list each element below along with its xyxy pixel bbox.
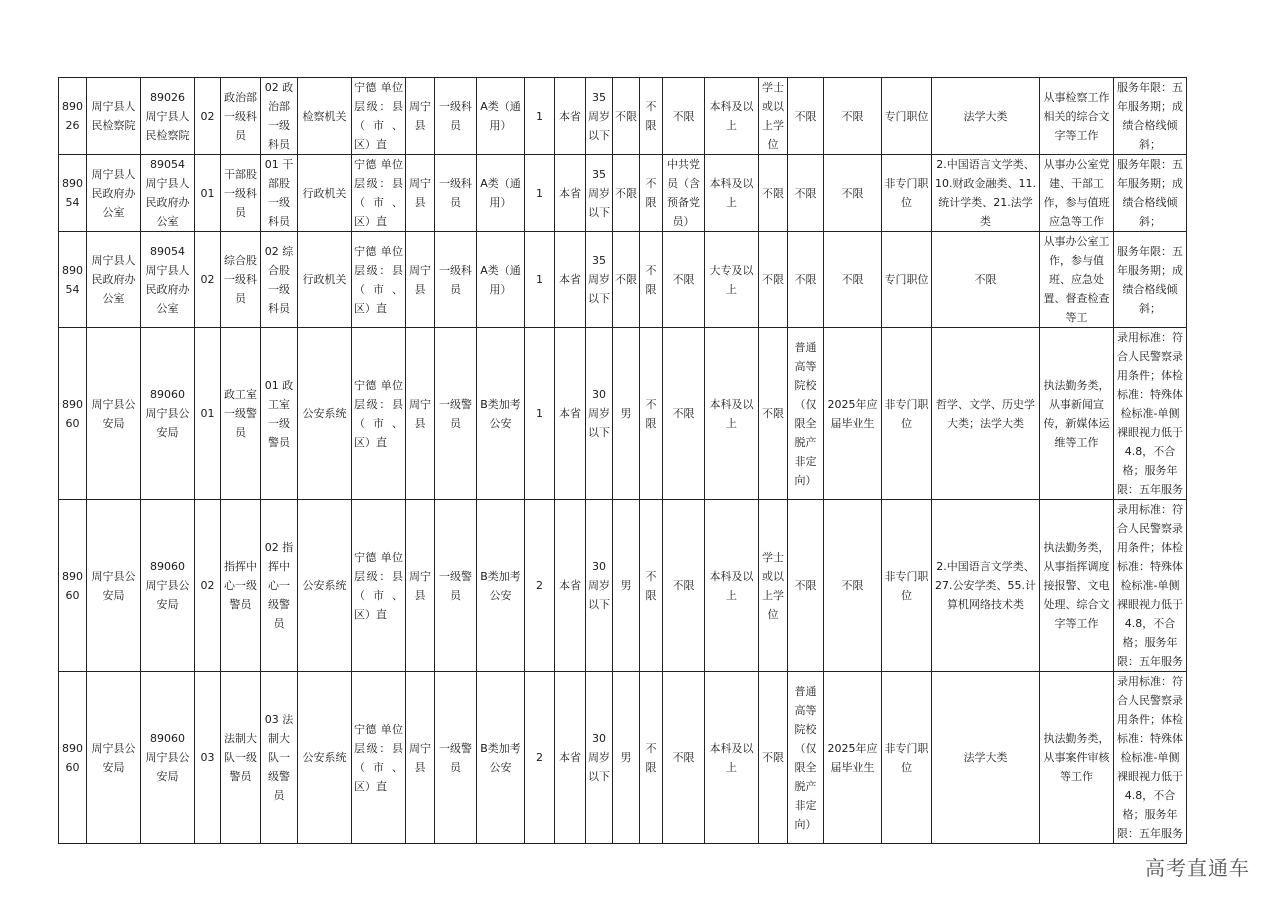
cell-major: 法学大类 [932, 78, 1040, 155]
cell-org-type: 行政机关 [298, 232, 352, 328]
cell-org-type: 公安系统 [298, 500, 352, 672]
cell-col21: 2025年应届毕业生 [824, 328, 882, 500]
cell-pos-name: 法制大队一级警员 [221, 672, 261, 844]
cell-gender: 男 [613, 500, 640, 672]
cell-scope: 本省 [555, 155, 586, 232]
cell-col17: 不限 [663, 78, 705, 155]
cell-gender: 不限 [613, 78, 640, 155]
cell-major: 哲学、文学、历史学大类；法学大类 [932, 328, 1040, 500]
table-row [59, 672, 1187, 844]
cell-work: 执法勤务类，从事指挥调度接报警、文电处理、综合文字等工作 [1040, 500, 1114, 672]
cell-exam-type: A类（通用） [477, 78, 525, 155]
cell-count: 1 [525, 155, 555, 232]
cell-code: 89060 [59, 500, 87, 672]
cell-col16: 不限 [640, 500, 663, 672]
cell-rank: 一级科员 [435, 155, 477, 232]
cell-rank: 一级警员 [435, 328, 477, 500]
cell-work: 执法勤务类，从事新闻宣传，新媒体运维等工作 [1040, 328, 1114, 500]
cell-pos-detail: 01 干部股一级科员 [261, 155, 298, 232]
watermark: 高考直通车 [1145, 856, 1250, 880]
cell-count: 1 [525, 232, 555, 328]
cell-code: 89054 [59, 232, 87, 328]
cell-count: 2 [525, 500, 555, 672]
cell-major: 2.中国语言文学类、10.财政金融类、11.统计学类、21.法学类 [932, 155, 1040, 232]
cell-pos-detail: 02 综合股一级科员 [261, 232, 298, 328]
cell-scope: 本省 [555, 500, 586, 672]
cell-col21: 不限 [824, 78, 882, 155]
cell-rank: 一级科员 [435, 232, 477, 328]
cell-code: 89060 [59, 672, 87, 844]
cell-remark: 服务年限：五年服务期；成绩合格线倾斜； [1114, 155, 1187, 232]
cell-code: 89060 [59, 328, 87, 500]
cell-pos-detail: 02 指挥中心一级警员 [261, 500, 298, 672]
cell-major: 2.中国语言文学类、27.公安学类、55.计算机网络技术类 [932, 500, 1040, 672]
cell-dept: 89060 周宁县公安局 [141, 672, 195, 844]
cell-pos-name: 政治部一级科员 [221, 78, 261, 155]
cell-county: 周宁县 [406, 672, 435, 844]
cell-col17: 不限 [663, 500, 705, 672]
cell-prof-type: 非专门职位 [882, 672, 932, 844]
cell-col17: 中共党员（含预备党员） [663, 155, 705, 232]
cell-pos-no: 01 [195, 155, 221, 232]
recruitment-table [58, 77, 1187, 844]
cell-pos-no: 02 [195, 500, 221, 672]
cell-col20: 不限 [788, 78, 824, 155]
cell-age: 30周岁以下 [586, 672, 613, 844]
cell-gender: 男 [613, 328, 640, 500]
cell-col17: 不限 [663, 232, 705, 328]
cell-org-type: 公安系统 [298, 328, 352, 500]
cell-age: 35周岁以下 [586, 232, 613, 328]
cell-prof-type: 非专门职位 [882, 155, 932, 232]
cell-major: 法学大类 [932, 672, 1040, 844]
cell-pos-name: 综合股一级科员 [221, 232, 261, 328]
cell-county: 周宁县 [406, 155, 435, 232]
cell-prof-type: 专门职位 [882, 232, 932, 328]
table-row [59, 78, 1187, 155]
cell-county: 周宁县 [406, 232, 435, 328]
cell-col20: 不限 [788, 155, 824, 232]
cell-col20: 不限 [788, 500, 824, 672]
cell-pos-name: 干部股一级科员 [221, 155, 261, 232]
cell-level: 宁德 单位层级：县（市、区）直 [352, 328, 406, 500]
cell-pos-name: 政工室一级警员 [221, 328, 261, 500]
cell-degree: 学士或以上学位 [759, 500, 788, 672]
cell-age: 35周岁以下 [586, 78, 613, 155]
cell-col16: 不限 [640, 78, 663, 155]
cell-col20: 普通高等院校（仅限全脱产非定向） [788, 672, 824, 844]
cell-pos-no: 01 [195, 328, 221, 500]
cell-org-type: 检察机关 [298, 78, 352, 155]
cell-dept: 89026 周宁县人民检察院 [141, 78, 195, 155]
cell-count: 1 [525, 78, 555, 155]
cell-scope: 本省 [555, 328, 586, 500]
cell-count: 1 [525, 328, 555, 500]
cell-gender: 不限 [613, 232, 640, 328]
cell-remark: 服务年限：五年服务期；成绩合格线倾斜； [1114, 232, 1187, 328]
cell-age: 30周岁以下 [586, 500, 613, 672]
cell-level: 宁德 单位层级：县（市、区）直 [352, 155, 406, 232]
cell-dept: 89060 周宁县公安局 [141, 500, 195, 672]
cell-work: 从事办公室党建、干部工作，参与值班应急等工作 [1040, 155, 1114, 232]
cell-exam-type: B类加考公安 [477, 328, 525, 500]
cell-age: 35周岁以下 [586, 155, 613, 232]
cell-scope: 本省 [555, 232, 586, 328]
cell-gender: 不限 [613, 155, 640, 232]
cell-work: 从事检察工作相关的综合文字等工作 [1040, 78, 1114, 155]
cell-remark: 录用标准：符合人民警察录用条件；体检标准：特殊体检标准-单侧裸眼视力低于4.8，不合格；服务年限：五年服务 [1114, 672, 1187, 844]
cell-col21: 2025年应届毕业生 [824, 672, 882, 844]
cell-education: 本科及以上 [705, 78, 759, 155]
cell-age: 30周岁以下 [586, 328, 613, 500]
cell-county: 周宁县 [406, 328, 435, 500]
cell-education: 本科及以上 [705, 672, 759, 844]
cell-level: 宁德 单位层级：县（市、区）直 [352, 672, 406, 844]
cell-education: 本科及以上 [705, 500, 759, 672]
cell-unit: 周宁县公安局 [87, 672, 141, 844]
cell-work: 从事办公室工作，参与值班、应急处置、督查检查等工 [1040, 232, 1114, 328]
cell-pos-detail: 03 法制大队一级警员 [261, 672, 298, 844]
cell-col21: 不限 [824, 500, 882, 672]
cell-work: 执法勤务类，从事案件审核等工作 [1040, 672, 1114, 844]
cell-unit: 周宁县人民政府办公室 [87, 232, 141, 328]
cell-exam-type: A类（通用） [477, 155, 525, 232]
cell-rank: 一级科员 [435, 78, 477, 155]
cell-county: 周宁县 [406, 500, 435, 672]
cell-unit: 周宁县公安局 [87, 500, 141, 672]
cell-col16: 不限 [640, 672, 663, 844]
cell-scope: 本省 [555, 672, 586, 844]
cell-degree: 不限 [759, 232, 788, 328]
cell-pos-no: 02 [195, 78, 221, 155]
table-row [59, 155, 1187, 232]
cell-degree: 不限 [759, 155, 788, 232]
cell-col20: 普通高等院校（仅限全脱产非定向） [788, 328, 824, 500]
cell-org-type: 公安系统 [298, 672, 352, 844]
cell-rank: 一级警员 [435, 672, 477, 844]
cell-exam-type: B类加考公安 [477, 672, 525, 844]
cell-education: 大专及以上 [705, 232, 759, 328]
cell-code: 89026 [59, 78, 87, 155]
cell-rank: 一级警员 [435, 500, 477, 672]
cell-exam-type: A类（通用） [477, 232, 525, 328]
cell-level: 宁德 单位层级：县（市、区）直 [352, 78, 406, 155]
table-row [59, 232, 1187, 328]
cell-major: 不限 [932, 232, 1040, 328]
cell-dept: 89054 周宁县人民政府办公室 [141, 232, 195, 328]
cell-pos-detail: 02 政治部一级科员 [261, 78, 298, 155]
cell-gender: 男 [613, 672, 640, 844]
cell-education: 本科及以上 [705, 328, 759, 500]
cell-prof-type: 非专门职位 [882, 328, 932, 500]
cell-dept: 89054 周宁县人民政府办公室 [141, 155, 195, 232]
cell-remark: 录用标准：符合人民警察录用条件；体检标准：特殊体检标准-单侧裸眼视力低于4.8，不合格；服务年限：五年服务 [1114, 500, 1187, 672]
cell-col20: 不限 [788, 232, 824, 328]
cell-level: 宁德 单位层级：县（市、区）直 [352, 500, 406, 672]
cell-prof-type: 非专门职位 [882, 500, 932, 672]
cell-pos-no: 03 [195, 672, 221, 844]
table-row [59, 328, 1187, 500]
cell-degree: 不限 [759, 672, 788, 844]
cell-dept: 89060 周宁县公安局 [141, 328, 195, 500]
cell-pos-name: 指挥中心一级警员 [221, 500, 261, 672]
cell-code: 89054 [59, 155, 87, 232]
cell-remark: 服务年限：五年服务期；成绩合格线倾斜； [1114, 78, 1187, 155]
cell-county: 周宁县 [406, 78, 435, 155]
cell-org-type: 行政机关 [298, 155, 352, 232]
cell-degree: 不限 [759, 328, 788, 500]
cell-pos-detail: 01 政工室一级警员 [261, 328, 298, 500]
table-row [59, 500, 1187, 672]
cell-col21: 不限 [824, 232, 882, 328]
cell-scope: 本省 [555, 78, 586, 155]
cell-prof-type: 专门职位 [882, 78, 932, 155]
cell-unit: 周宁县公安局 [87, 328, 141, 500]
cell-exam-type: B类加考公安 [477, 500, 525, 672]
cell-unit: 周宁县人民检察院 [87, 78, 141, 155]
cell-pos-no: 02 [195, 232, 221, 328]
cell-education: 本科及以上 [705, 155, 759, 232]
cell-level: 宁德 单位层级：县（市、区）直 [352, 232, 406, 328]
cell-col21: 不限 [824, 155, 882, 232]
cell-col16: 不限 [640, 232, 663, 328]
cell-col17: 不限 [663, 672, 705, 844]
cell-unit: 周宁县人民政府办公室 [87, 155, 141, 232]
cell-count: 2 [525, 672, 555, 844]
cell-degree: 学士或以上学位 [759, 78, 788, 155]
cell-col17: 不限 [663, 328, 705, 500]
cell-remark: 录用标准：符合人民警察录用条件；体检标准：特殊体检标准-单侧裸眼视力低于4.8，不合格；服务年限：五年服务 [1114, 328, 1187, 500]
cell-col16: 不限 [640, 155, 663, 232]
cell-col16: 不限 [640, 328, 663, 500]
